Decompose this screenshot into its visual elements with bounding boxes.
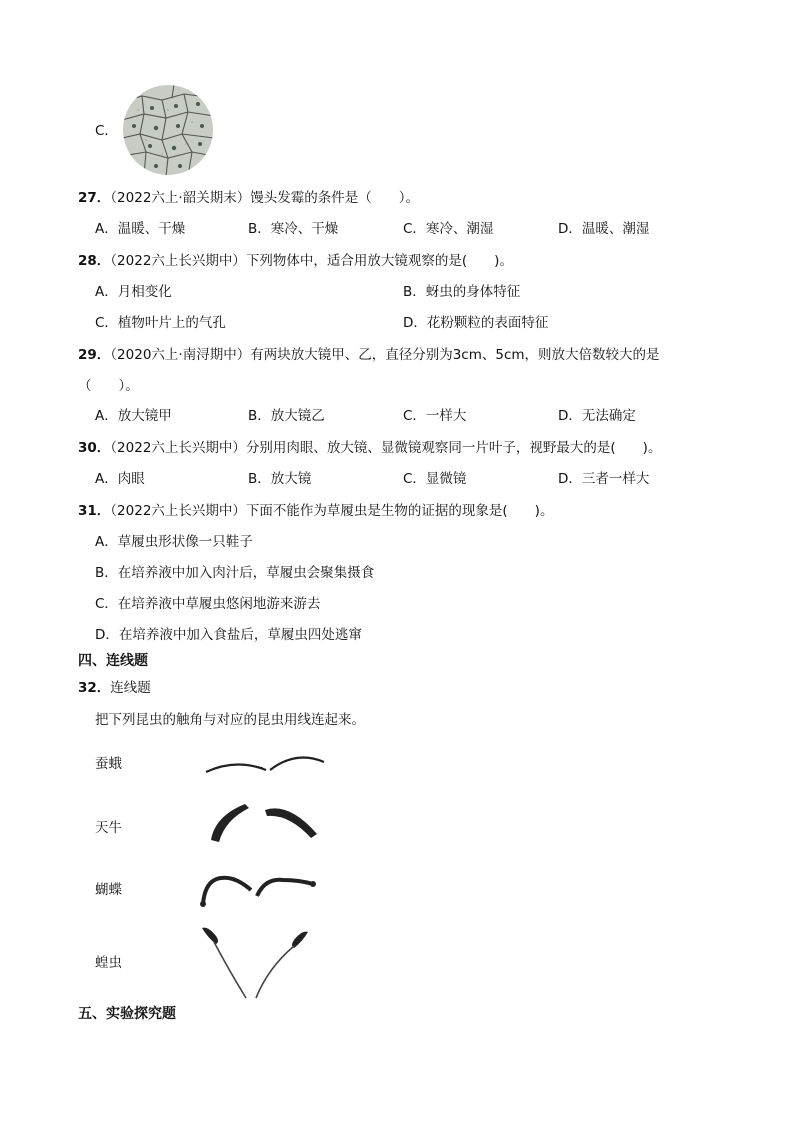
- option-c: C．寒冷、潮湿: [403, 221, 494, 237]
- question-stem: 分别用肉眼、放大镜、显微镜观察同一片叶子，视野最大的是( )。: [245, 440, 662, 456]
- question-source: （2022六上长兴期中）: [110, 253, 246, 269]
- question-32: [78, 676, 151, 696]
- question-number: 31．: [78, 503, 111, 519]
- q26-option-c-label: C．: [95, 123, 118, 139]
- section-5-title: 五、实验探究题: [78, 1006, 176, 1022]
- option-b: B．蚜虫的身体特征: [403, 284, 521, 300]
- insect-label-locust: 蝗虫: [95, 955, 122, 971]
- option-a: A．放大镜甲: [95, 408, 172, 424]
- antenna-image-clubbed: [195, 866, 325, 916]
- question-30: [78, 436, 661, 456]
- question-source: （2022六上·韶关期末）: [110, 190, 251, 206]
- antenna-image-feathery: [196, 744, 336, 784]
- insect-label-butterfly: 蝴蝶: [95, 882, 122, 898]
- option-a: A．温暖、干燥: [95, 221, 186, 237]
- question-number: 29．: [78, 347, 111, 363]
- question-number: 28．: [78, 253, 111, 269]
- question-28: [78, 249, 513, 269]
- question-31: [78, 499, 553, 519]
- plant-cell-micrograph-image: [122, 84, 214, 176]
- question-source: （2022六上长兴期中）: [110, 440, 246, 456]
- insect-label-silkmoth: 蚕蛾: [95, 756, 122, 772]
- question-stem: 馒头发霉的条件是（ ）。: [250, 190, 419, 206]
- question-stem: 有两块放大镜甲、乙，直径分别为3cm、5cm，则放大倍数较大的是: [250, 347, 660, 363]
- option-b: B．放大镜: [248, 471, 312, 487]
- option-d: D．在培养液中加入食盐后，草履虫四处逃窜: [95, 627, 362, 643]
- antenna-image-serrate: [205, 796, 335, 856]
- question-source: （2022六上长兴期中）: [110, 503, 246, 519]
- question-number: 27．: [78, 190, 111, 206]
- question-29: [78, 343, 660, 363]
- option-a: A．月相变化: [95, 284, 172, 300]
- option-d: D．无法确定: [558, 408, 636, 424]
- question-stem: 下面不能作为草履虫是生物的证据的现象是( )。: [245, 503, 554, 519]
- option-d: D．温暖、潮湿: [558, 221, 650, 237]
- question-number: 32．: [78, 680, 111, 696]
- option-a: A．草履虫形状像一只鞋子: [95, 534, 253, 550]
- instruction-text: 把下列昆虫的触角与对应的昆虫用线连起来。: [95, 712, 365, 728]
- question-stem: 下列物体中，适合用放大镜观察的是( )。: [245, 253, 513, 269]
- option-c: C．在培养液中草履虫悠闲地游来游去: [95, 596, 321, 612]
- option-b: B．放大镜乙: [248, 408, 325, 424]
- question-27: [78, 186, 419, 206]
- option-c: C．植物叶片上的气孔: [95, 315, 226, 331]
- option-c: C．显微镜: [403, 471, 467, 487]
- option-c: C．一样大: [403, 408, 467, 424]
- option-b: B．在培养液中加入肉汁后，草履虫会聚集摄食: [95, 565, 375, 581]
- question-stem-continued: （ ）。: [78, 378, 139, 394]
- option-a: A．肉眼: [95, 471, 145, 487]
- antenna-image-filiform: [198, 922, 318, 1002]
- option-b: B．寒冷、干燥: [248, 221, 339, 237]
- question-number: 30．: [78, 440, 111, 456]
- option-d: D．花粉颗粒的表面特征: [403, 315, 549, 331]
- section-4-title: 四、连线题: [78, 653, 148, 669]
- question-source: （2020六上·南浔期中）: [110, 347, 251, 363]
- option-d: D．三者一样大: [558, 471, 650, 487]
- insect-label-longhorn-beetle: 天牛: [95, 820, 122, 836]
- question-title: 连线题: [110, 680, 151, 696]
